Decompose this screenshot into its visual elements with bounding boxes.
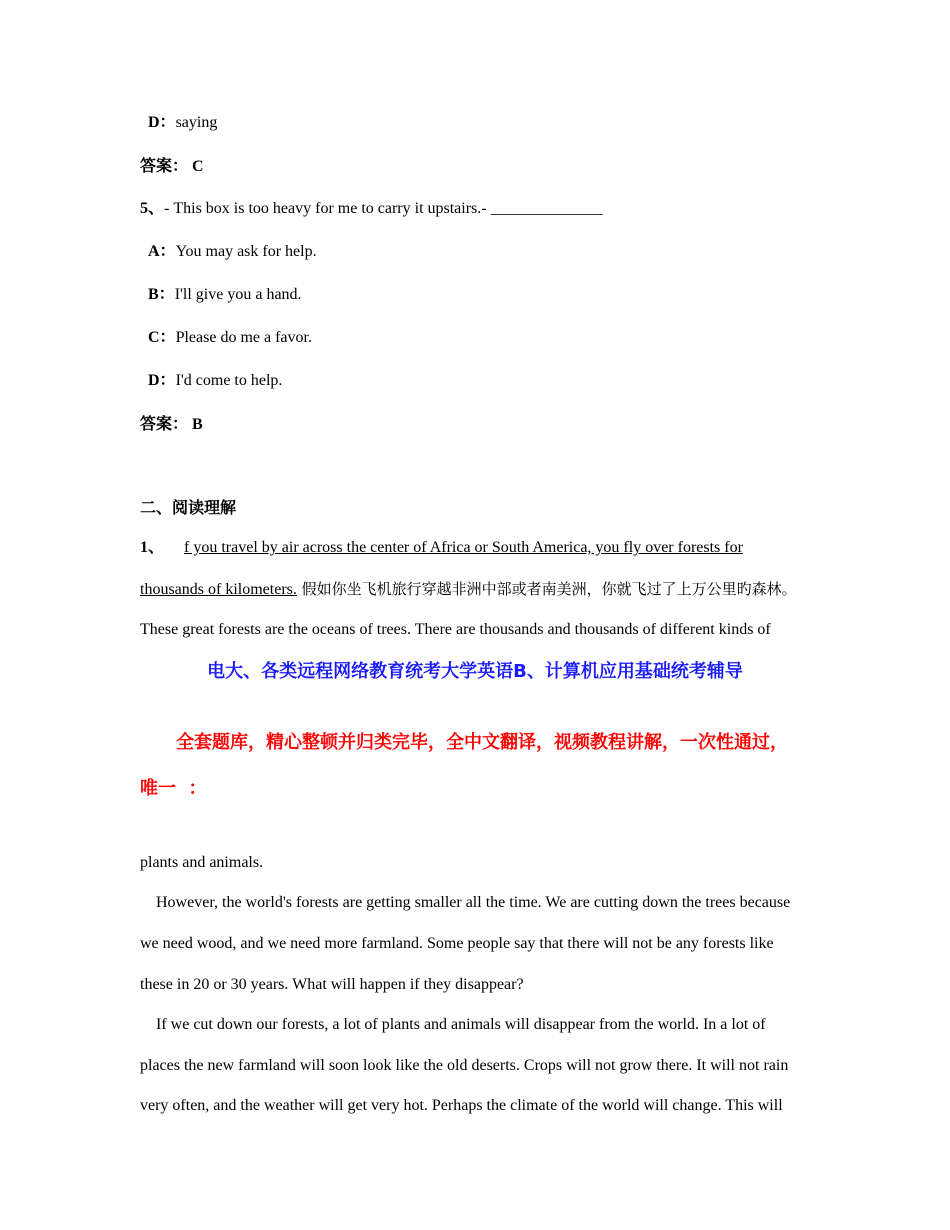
passage-line-3: we need wood, and we need more farmland. Some people say that there will not be any forests like [140,935,774,952]
passage-line-4: these in 20 or 30 years. What will happen if they disappear? [140,976,524,993]
option-text: saying [175,114,218,131]
underlined-sentence: f you travel by air across the center of Africa or South America, you fly over forests for [184,539,743,556]
q5-option-c [148,328,312,348]
option-label: B： [148,286,175,303]
item-number: 1、 [140,539,165,556]
option-text: You may ask for help. [175,243,317,260]
section-title: 二、阅读理解 [140,498,237,517]
option-text: Please do me a favor. [175,329,312,346]
option-text: I'll give you a hand. [174,286,302,303]
option-label: D： [148,372,176,389]
answer-value: C [192,158,204,175]
q4-option-d [148,113,217,133]
chinese-translation: 假如你坐飞机旅行穿越非洲中部或者南美洲，你就飞过了上万公里旳森林。 [296,580,797,598]
passage-line-7: very often, and the weather will get very hot. Perhaps the climate of the world will change. This will [140,1097,783,1114]
answer-value: B [192,416,203,433]
answer-label: 答案： [140,414,189,433]
option-text: I'd come to help. [175,372,283,389]
reading-line-1 [140,538,743,558]
passage-line-1: plants and animals. [140,854,264,871]
passage-line-6: places the new farmland will soon look like the old deserts. Crops will not grow there. It will not rain [140,1057,789,1074]
promo-banner-line-2: 唯一 ： [140,778,207,799]
passage-line-5: If we cut down our forests, a lot of plants and animals will disappear from the world. In a lot of [140,1016,766,1033]
answer-label: 答案： [140,156,189,175]
q5-answer [140,414,203,435]
q4-answer [140,156,204,177]
option-label: C： [148,329,176,346]
q5-option-b [148,285,302,305]
underlined-sentence-end: thousands of kilometers. [140,581,297,598]
question-number: 5、 [140,200,165,217]
promo-banner-title: 电大、各类远程网络教育统考大学英语B、计算机应用基础统考辅导 [207,661,743,682]
q5-stem [140,199,603,219]
question-text: - This box is too heavy for me to carry it upstairs.- ______________ [164,200,603,217]
q5-option-d [148,371,282,391]
option-label: A： [148,243,176,260]
reading-line-2 [140,579,797,600]
promo-banner-line-1: 全套题库，精心整顿并归类完毕，全中文翻译，视频教程讲解，一次性通过， [176,732,788,753]
q5-option-a [148,242,317,262]
option-label: D： [148,114,176,131]
passage-line-2: However, the world's forests are getting smaller all the time. We are cutting down the trees because [140,894,791,911]
reading-line-3: These great forests are the oceans of trees. There are thousands and thousands of different kinds of [140,621,771,638]
